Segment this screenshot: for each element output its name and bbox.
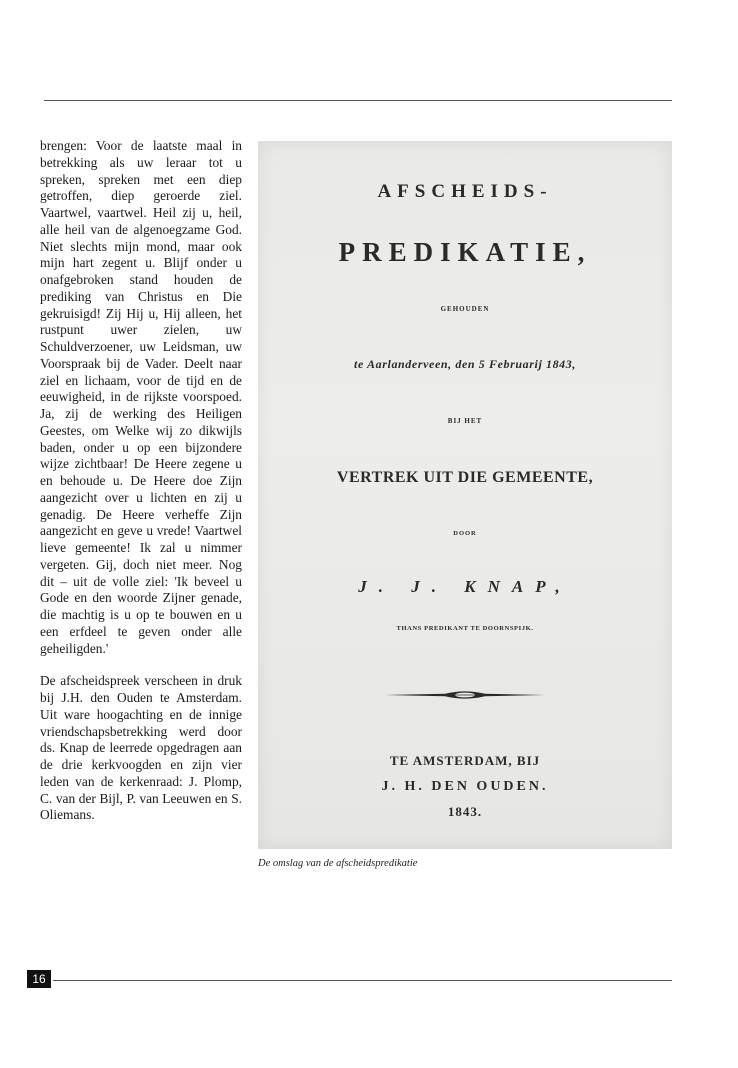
top-rule [44,100,672,101]
figure-caption: De omslag van de afscheidspredikatie [258,858,418,869]
title-bij-het: BIJ HET [447,417,483,425]
title-gehouden: GEHOUDEN [440,305,490,313]
title-predikatie: PREDIKATIE, [338,237,592,267]
body-paragraph-2: De afscheidspreek verscheen in druk bij J.H. den Ouden te Amsterdam. Uit ware hoogachting en de innige vriendschapsbetrekking werd door ds. Knap de leerrede opgedragen aan de drie kerkvoogden en zijn vier leden van de kerkenraad: J. Plomp, C. van der Bijl, P. van Leeuwen en S. Oliemans. [40,673,242,823]
title-page-image [258,141,672,849]
title-door: DOOR [453,530,477,537]
title-afscheids: AFSCHEIDS- [377,181,553,202]
ornament-divider-icon [385,689,545,701]
title-year: 1843. [447,804,483,819]
title-place-date: te Aarlanderveen, den 5 Februarij 1843, [354,357,576,371]
title-thans: THANS PREDIKANT TE DOORNSPIJK. [396,625,534,632]
title-city: TE AMSTERDAM, BIJ [389,753,541,768]
bottom-rule [53,980,672,981]
page-number: 16 [27,970,51,988]
title-publisher: J. H. DEN OUDEN. [381,779,549,794]
title-author: J. J. KNAP, [358,577,572,596]
body-paragraph-1: brengen: Voor de laatste maal in betrekking als uw leraar tot u spreken, spreken met een diep getroffen, diep geroerde ziel. Vaartwel, vaartwel. Heil zij u, heil, alle heil van de algenoegzame God. Niet slechts mijn mond, maar ook mijn hart zegent u. Blijf onder u onafgebroken stand houden de prediking van Christus en Die gekruisigd! Zij Hij u, Hij alleen, het rustpunt uwer zielen, uw Schuldverzoener, uw Leidsman, uw Voorspraak bij de Vader. Deelt naar ziel en lichaam, voor de tijd en de eeuwigheid, in de rijkste voorspoed. Ja, zij de werking des Heiligen Geestes, om Welke wij zo dikwijls baden, onder u op een bijzondere wijze zichtbaar! De Heere zegene u en behoude u. De Heere doe Zijn aangezicht over u lichten en zij u genadig. De Heere verheffe Zijn aangezicht en geve u vrede! Vaartwel lieve gemeente! Ik zal u nimmer vergeten. Gij, doch niet meer. Nog dit – uit de volle ziel: 'Ik beveel u Gode en den woorde Zijner genade, die machtig is u op te bouwen en u een erfdeel te geven onder alle geheiligden.' [40,138,242,656]
body-text-column [40,138,242,824]
title-vertrek: VERTREK UIT DIE GEMEENTE, [336,469,594,486]
